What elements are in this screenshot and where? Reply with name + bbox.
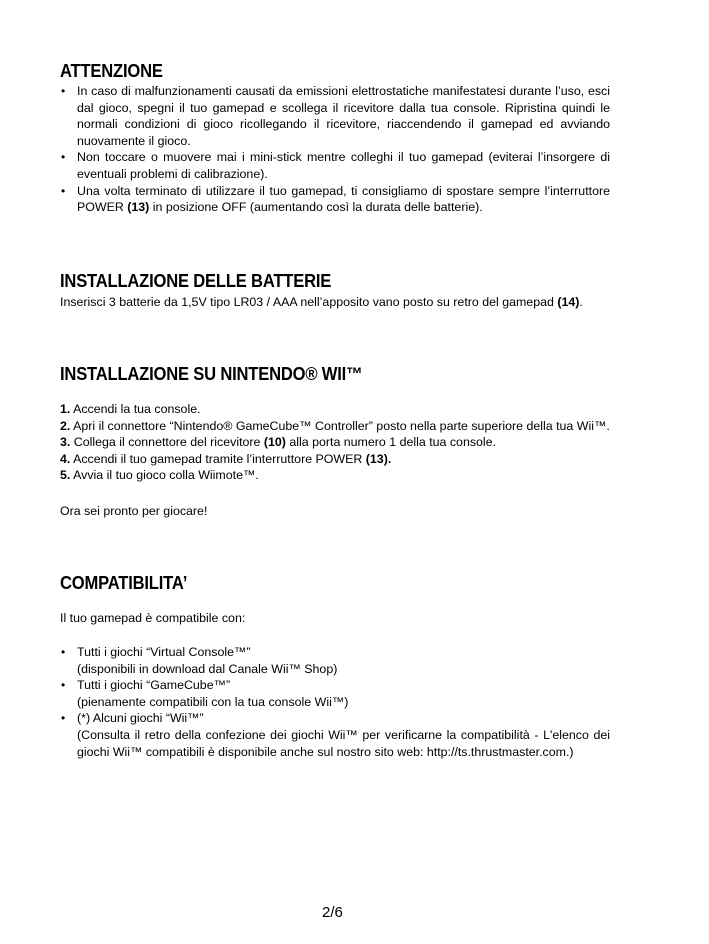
step (60, 451, 610, 468)
batterie-text (60, 294, 610, 311)
step-number: 4. (60, 451, 71, 466)
list-item (60, 710, 610, 727)
compat-note: (Consulta il retro della confezione dei giochi Wii™ per verificarne la compatibilità - L'elenco dei giochi Wii™ compatibili è disponibile anche sul nostro sito web: http://ts.thrustmaster.com.) (77, 727, 610, 759)
heading-attenzione: ATTENZIONE (60, 61, 163, 81)
step (60, 434, 610, 451)
step-text: Avvia il tuo gioco colla Wiimote™. (70, 468, 259, 483)
step (60, 467, 610, 484)
list-item (60, 644, 610, 661)
batterie-text-part: . (579, 295, 583, 309)
bullet-text: Una volta terminato di utilizzare il tuo gamepad, ti consigliamo di spostare sempre l’interruttore POWER (77, 183, 610, 215)
compat-title: (*) Alcuni giochi “Wii™” (77, 711, 204, 726)
step-text: Accendi la tua console. (70, 402, 201, 416)
compat-note: (disponibili in download dal Canale Wii™ Shop) (77, 661, 338, 676)
step-text: Accendi il tuo gamepad tramite l’interruttore POWER (70, 451, 366, 466)
step-text: alla porta numero 1 della tua console. (285, 435, 497, 450)
list-item (60, 149, 610, 182)
batterie-text-part: Inserisci 3 batterie da 1,5V tipo LR03 / AAA nell’apposito vano posto su retro del gamepad (60, 295, 558, 309)
compat-title: Tutti i giochi “Virtual Console™” (77, 645, 251, 659)
step (60, 401, 610, 418)
step (60, 418, 610, 435)
bullet-text: Non toccare o muovere mai i mini-stick mentre colleghi il tuo gamepad (eviterai l’insorgere di eventuali problemi di calibrazione). (77, 150, 610, 181)
step-text: Apri il connettore “Nintendo® GameCube™ Controller” posto nella parte superiore della tua Wii™. (70, 418, 610, 433)
batterie-ref: (14) (557, 295, 580, 309)
step-number: 5. (60, 468, 71, 483)
wii-steps (60, 401, 610, 484)
compat-note: (pienamente compatibili con la tua console Wii™) (77, 694, 349, 709)
list-item (60, 83, 610, 149)
heading-batterie: INSTALLAZIONE DELLE BATTERIE (60, 271, 332, 291)
compat-list (60, 644, 610, 760)
bullet-ref: (13) (127, 200, 150, 215)
bullet-text: In caso di malfunzionamenti causati da emissioni elettrostatiche manifestatesi durante l’uso, esci dal gioco, spegni il tuo gamepad e scollega il ricevitore dalla tua console. Ripristina quindi le normali condizioni di gioco ricollegando il ricevitore, riaccendendo il gamepad ed avviando nuovamente il gioco. (77, 84, 610, 148)
heading-compat: COMPATIBILITA’ (60, 573, 188, 593)
list-item (60, 677, 610, 694)
wii-ready: Ora sei pronto per giocare! (60, 504, 208, 518)
step-ref: (10) (263, 435, 286, 450)
heading-wii: INSTALLAZIONE SU NINTENDO® WII™ (60, 364, 363, 384)
step-number: 2. (60, 418, 71, 433)
step-number: 1. (60, 402, 71, 416)
compat-title: Tutti i giochi “GameCube™” (77, 678, 231, 693)
step-ref: (13). (365, 451, 392, 466)
compat-intro: Il tuo gamepad è compatibile con: (60, 611, 246, 625)
list-item (60, 183, 610, 216)
page-number: 2/6 (322, 904, 343, 921)
bullet-text: in posizione OFF (aumentando così la durata delle batterie). (149, 200, 483, 215)
step-text: Collega il connettore del ricevitore (70, 435, 264, 450)
step-number: 3. (60, 435, 71, 450)
attenzione-list (60, 83, 610, 216)
